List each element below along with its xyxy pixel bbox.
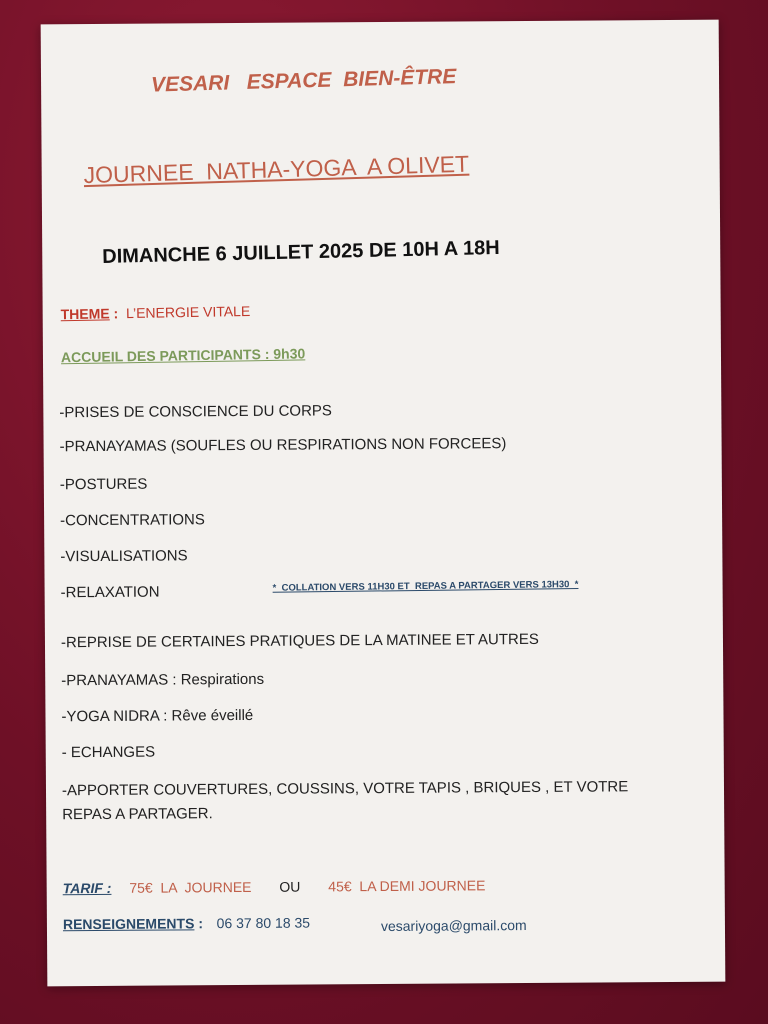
contact-label: RENSEIGNEMENTS [62, 915, 195, 933]
contact-line [63, 915, 310, 933]
list-item: -PRANAYAMAS : Respirations [61, 670, 265, 690]
theme-sep: : [109, 305, 127, 322]
event-date: DIMANCHE 6 JUILLET 2025 DE 10H A 18H [102, 236, 500, 268]
list-item: - ECHANGES [61, 743, 156, 762]
list-item: -CONCENTRATIONS [60, 511, 205, 530]
theme-line [61, 303, 251, 322]
tarif-full-day: 75€ LA JOURNEE [129, 878, 252, 896]
list-item: -RELAXATION [60, 583, 160, 602]
list-item: -YOGA NIDRA : Rêve éveillé [61, 706, 254, 726]
contact-email: vesariyoga@gmail.com [380, 917, 527, 935]
flyer-sheet [41, 20, 726, 987]
list-item: -PRISES DE CONSCIENCE DU CORPS [59, 402, 332, 422]
list-item: -REPRISE DE CERTAINES PRATIQUES DE LA MATINEE ET AUTRES [60, 630, 539, 652]
collation-note: * COLLATION VERS 11H30 ET REPAS A PARTAGER VERS 13H30 * [272, 579, 579, 594]
theme-value: L’ENERGIE VITALE [125, 302, 251, 322]
tarif-label: TARIF : [62, 879, 112, 897]
event-title: JOURNEE NATHA-YOGA A OLIVET [83, 150, 470, 189]
org-name: VESARI ESPACE BIEN-ÊTRE [150, 65, 457, 97]
tarif-half-day: 45€ LA DEMI JOURNEE [328, 877, 486, 895]
accueil-line: ACCUEIL DES PARTICIPANTS : 9h30 [60, 345, 306, 366]
tarif-or: OU [279, 878, 301, 895]
contact-sep: : [194, 915, 211, 932]
list-item: -VISUALISATIONS [60, 547, 188, 566]
tarif-line [63, 877, 486, 896]
apporter-line-2: REPAS A PARTAGER. [62, 805, 213, 824]
apporter-line-1: -APPORTER COUVERTURES, COUSSINS, VOTRE TAPIS , BRIQUES , ET VOTRE [61, 778, 629, 800]
theme-label: THEME [60, 305, 110, 323]
contact-phone: 06 37 80 18 35 [216, 914, 311, 932]
list-item: -PRANAYAMAS (SOUFLES OU RESPIRATIONS NON FORCEES) [59, 435, 507, 456]
list-item: -POSTURES [59, 475, 148, 494]
